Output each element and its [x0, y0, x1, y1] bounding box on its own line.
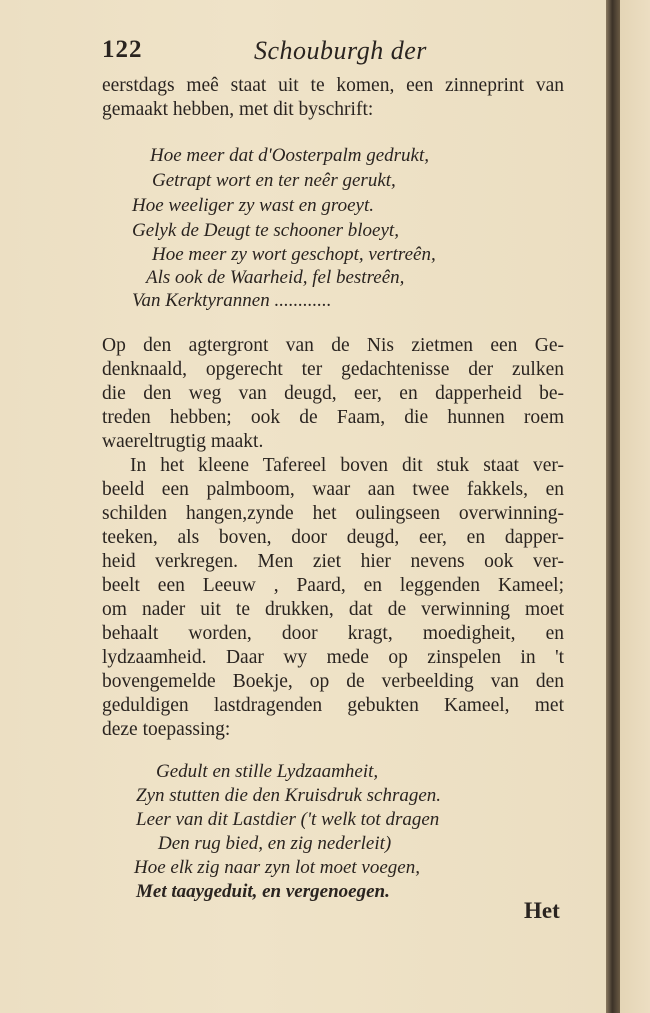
- verse-line: Leer van dit Lastdier ('t welk tot dragen: [136, 809, 440, 830]
- text-line: eerstdags meê staat uit te komen, een zinneprint van: [102, 75, 564, 96]
- verse-line: Hoe meer dat d'Oosterpalm gedrukt,: [150, 145, 429, 166]
- text-line: deze toepassing:: [102, 719, 231, 740]
- verse-line: Den rug bied, en zig nederleit): [158, 833, 392, 854]
- text-line: waereltrugtig maakt.: [102, 431, 264, 452]
- page-number: 122: [102, 36, 143, 63]
- text-line: bovengemelde Boekje, op de verbeelding van den: [102, 671, 564, 692]
- verse-line: Met taaygeduit, en vergenoegen.: [136, 881, 390, 902]
- verse-line: Zyn stutten die den Kruisdruk schragen.: [136, 785, 442, 806]
- text-line: behaalt worden, door kragt, moedigheit, en: [102, 623, 564, 644]
- text-line: beelt een Leeuw , Paard, en leggenden Kameel;: [102, 575, 564, 596]
- running-head: Schouburgh der: [254, 36, 427, 65]
- text-line: geduldigen lastdragenden gebukten Kameel, met: [102, 695, 564, 716]
- verse-line: Hoe meer zy wort geschopt, vertreên,: [152, 244, 436, 265]
- text-line: schilden hangen,zynde het oulingseen overwinning-: [102, 503, 564, 524]
- text-line: beeld een palmboom, waar aan twee fakkels, en: [102, 479, 564, 500]
- verse-line: Getrapt wort en ter neêr gerukt,: [152, 170, 396, 191]
- text-line: die den weg van deugd, eer, en dapperheid be-: [102, 383, 564, 404]
- next-page-edge: [620, 0, 650, 1013]
- verse-line: Gedult en stille Lydzaamheit,: [156, 761, 379, 782]
- catchword: Het: [524, 898, 560, 923]
- verse-line: Hoe elk zig naar zyn lot moet voegen,: [134, 857, 420, 878]
- verse-line: Hoe weeliger zy wast en groeyt.: [132, 195, 375, 216]
- verse-line: Als ook de Waarheid, fel bestreên,: [146, 267, 405, 288]
- verse-line: Van Kerktyrannen ............: [132, 290, 332, 311]
- text-line: teeken, als boven, door deugd, eer, en dapper-: [102, 527, 564, 548]
- text-line: om nader uit te drukken, dat de verwinning moet: [102, 599, 564, 620]
- book-gutter: [606, 0, 620, 1013]
- text-line: denknaald, opgerecht ter gedachtenisse der zulken: [102, 359, 564, 380]
- text-line: Op den agtergront van de Nis zietmen een Ge-: [102, 335, 564, 356]
- text-line: In het kleene Tafereel boven dit stuk staat ver-: [130, 455, 564, 476]
- verse-line: Gelyk de Deugt te schooner bloeyt,: [132, 220, 399, 241]
- text-line: lydzaamheid. Daar wy mede op zinspelen in 't: [102, 647, 564, 668]
- text-line: gemaakt hebben, met dit byschrift:: [102, 99, 374, 120]
- text-line: heid verkregen. Men ziet hier nevens ook ver-: [102, 551, 564, 572]
- text-line: treden hebben; ook de Faam, die hunnen roem: [102, 407, 564, 428]
